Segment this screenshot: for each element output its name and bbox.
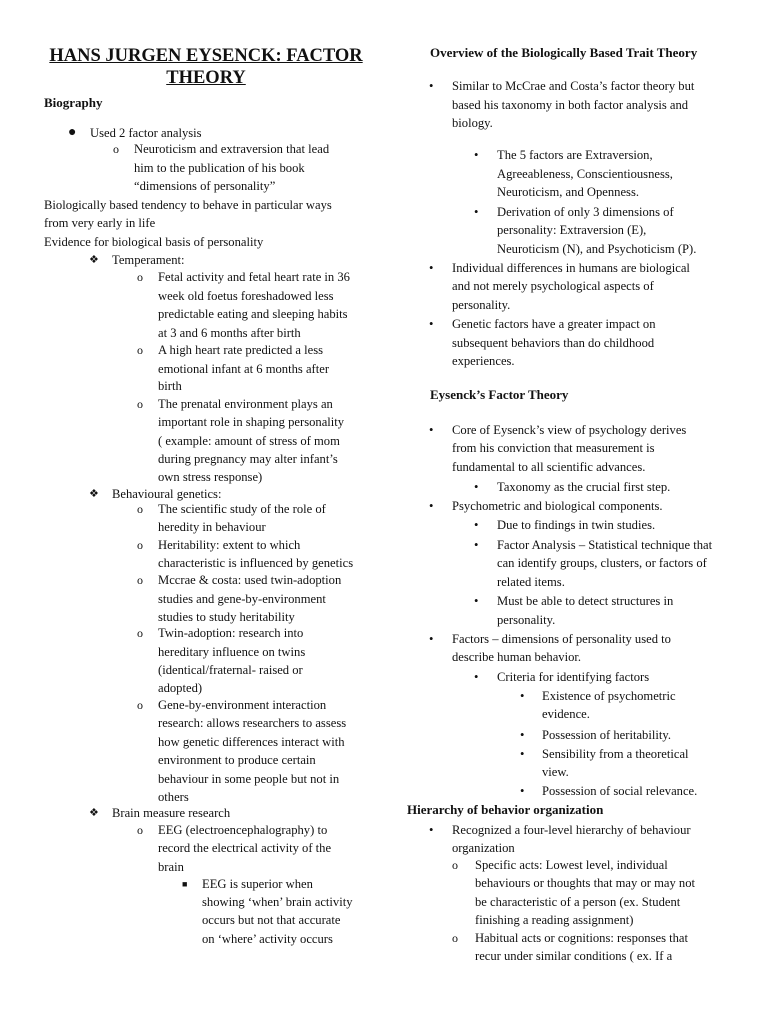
bullet-circle-icon: o xyxy=(137,343,143,357)
text-line: brain xyxy=(158,860,184,874)
text-line: Twin-adoption: research into xyxy=(158,626,304,640)
text-line: birth xyxy=(158,379,182,393)
text-line: Due to findings in twin studies. xyxy=(497,518,656,532)
bullet-dot-icon: • xyxy=(429,823,434,837)
text-line: related items. xyxy=(497,575,565,589)
text-line: others xyxy=(158,790,189,804)
text-line: Possession of social relevance. xyxy=(542,784,698,798)
text-line: recur under similar conditions ( ex. If a xyxy=(475,949,673,963)
text-line: environment to produce certain xyxy=(158,753,316,767)
bullet-circle-icon: o xyxy=(137,502,143,516)
bullet-dot-icon: • xyxy=(429,317,434,331)
bullet-circle-icon: o xyxy=(137,626,143,640)
text-line: A high heart rate predicted a less xyxy=(158,343,324,357)
bullet-circle-icon: o xyxy=(452,931,458,945)
bullet-dot-icon: • xyxy=(429,423,434,437)
text-line: Heritability: extent to which xyxy=(158,538,301,552)
text-line: “dimensions of personality” xyxy=(134,179,276,193)
text-line: be characteristic of a person (ex. Student xyxy=(475,895,681,909)
document-title xyxy=(44,45,368,89)
text-line: organization xyxy=(452,841,515,855)
text-line: fundamental to all scientific advances. xyxy=(452,460,646,474)
bullet-dot-icon: • xyxy=(520,689,525,703)
text-line: personality. xyxy=(497,613,556,627)
factor-theory-heading: Eysenck’s Factor Theory xyxy=(430,387,569,402)
text-line: describe human behavior. xyxy=(452,650,582,664)
bullet-dot-icon: • xyxy=(429,261,434,275)
text-line: characteristic is influenced by genetics xyxy=(158,556,354,570)
text-line: Taxonomy as the crucial first step. xyxy=(497,480,671,494)
text-line: EEG (electroencephalography) to xyxy=(158,823,328,837)
bullet-circle-icon: o xyxy=(137,823,143,837)
title-line-2: THEORY xyxy=(166,68,246,88)
bullet-dot-icon: • xyxy=(429,632,434,646)
text-line: studies and gene-by-environment xyxy=(158,592,326,606)
text-line: during pregnancy may alter infant’s xyxy=(158,452,338,466)
bullet-dot-icon: ● xyxy=(68,125,77,140)
text-line: Core of Eysenck’s view of psychology derives xyxy=(452,423,687,437)
text-line: Sensibility from a theoretical xyxy=(542,747,689,761)
text-line: important role in shaping personality xyxy=(158,415,345,429)
text-line: Must be able to detect structures in xyxy=(497,594,674,608)
text-line: biology. xyxy=(452,116,493,130)
text-line: evidence. xyxy=(542,707,590,721)
text-line: adopted) xyxy=(158,681,203,695)
bullet-circle-icon: o xyxy=(137,698,143,712)
text-line: Genetic factors have a greater impact on xyxy=(452,317,656,331)
bullet-circle-icon: o xyxy=(137,270,143,284)
bullet-diamond-icon: ❖ xyxy=(89,254,99,266)
text-line: ( example: amount of stress of mom xyxy=(158,434,340,448)
text-line: Behavioural genetics: xyxy=(112,487,222,501)
text-line: heredity in behaviour xyxy=(158,520,266,534)
bullet-diamond-icon: ❖ xyxy=(89,807,99,819)
biography-heading: Biography xyxy=(44,95,103,110)
text-line: Psychometric and biological components. xyxy=(452,499,663,513)
text-line: finishing a reading assignment) xyxy=(475,913,634,927)
text-line: Agreeableness, Conscientiousness, xyxy=(497,167,673,181)
text-line: Criteria for identifying factors xyxy=(497,670,650,684)
bullet-circle-icon: o xyxy=(137,397,143,411)
text-line: at 3 and 6 months after birth xyxy=(158,326,301,340)
text-line: The 5 factors are Extraversion, xyxy=(497,148,653,162)
bullet-circle-icon: o xyxy=(113,142,119,156)
text-line: occurs but not that accurate xyxy=(202,913,341,927)
text-line: own stress response) xyxy=(158,470,263,484)
text-line: from very early in life xyxy=(44,216,156,230)
text-line: Biologically based tendency to behave in particular ways xyxy=(44,198,332,212)
text-line: view. xyxy=(542,765,569,779)
overview-heading: Overview of the Biologically Based Trait Theory xyxy=(430,45,698,60)
text-line: showing ‘when’ brain activity xyxy=(202,895,353,909)
bullet-dot-icon: • xyxy=(474,518,479,532)
text-line: week old foetus foreshadowed less xyxy=(158,289,334,303)
text-line: Possession of heritability. xyxy=(542,728,671,742)
text-line: subsequent behaviors than do childhood xyxy=(452,336,655,350)
text-line: Specific acts: Lowest level, individual xyxy=(475,858,668,872)
bullet-dot-icon: • xyxy=(474,670,479,684)
bullet-dot-icon: • xyxy=(429,499,434,513)
title-line-1: HANS JURGEN EYSENCK: FACTOR xyxy=(49,46,363,66)
bullet-dot-icon: • xyxy=(520,784,525,798)
text-line: Evidence for biological basis of personality xyxy=(44,235,264,249)
text-line: Factor Analysis – Statistical technique that xyxy=(497,538,713,552)
bullet-dot-icon: • xyxy=(429,79,434,93)
bullet-dot-icon: • xyxy=(474,205,479,219)
bullet-dot-icon: • xyxy=(474,148,479,162)
text-line: on ‘where’ activity occurs xyxy=(202,932,333,946)
text-line: EEG is superior when xyxy=(202,877,313,891)
text-line: The scientific study of the role of xyxy=(158,502,326,516)
text-line: Habitual acts or cognitions: responses that xyxy=(475,931,688,945)
text-line: how genetic differences interact with xyxy=(158,735,345,749)
text-line: emotional infant at 6 months after xyxy=(158,362,330,376)
text-line: Factors – dimensions of personality used to xyxy=(452,632,671,646)
text-line: predictable eating and sleeping habits xyxy=(158,307,348,321)
bullet-diamond-icon: ❖ xyxy=(89,488,99,500)
bullet-circle-icon: o xyxy=(137,538,143,552)
text-line: Brain measure research xyxy=(112,806,231,820)
text-line: him to the publication of his book xyxy=(134,161,305,175)
text-line: Neuroticism and extraversion that lead xyxy=(134,142,330,156)
text-line: and not merely psychological aspects of xyxy=(452,279,654,293)
text-line: Neuroticism, and Openness. xyxy=(497,185,639,199)
text-line: Derivation of only 3 dimensions of xyxy=(497,205,674,219)
text-line: Used 2 factor analysis xyxy=(90,126,202,140)
text-line: Neuroticism (N), and Psychoticism (P). xyxy=(497,242,697,256)
bullet-dot-icon: • xyxy=(474,538,479,552)
text-line: record the electrical activity of the xyxy=(158,841,332,855)
text-line: Existence of psychometric xyxy=(542,689,676,703)
text-line: behaviours or thoughts that may or may not xyxy=(475,876,696,890)
bullet-dot-icon: • xyxy=(520,728,525,742)
bullet-circle-icon: o xyxy=(452,858,458,872)
text-line: Similar to McCrae and Costa’s factor theory but xyxy=(452,79,695,93)
text-line: personality: Extraversion (E), xyxy=(497,223,647,237)
text-line: studies to study heritability xyxy=(158,610,295,624)
text-line: (identical/fraternal- raised or xyxy=(158,663,303,677)
text-line: from his conviction that measurement is xyxy=(452,441,655,455)
bullet-circle-icon: o xyxy=(137,573,143,587)
bullet-dot-icon: • xyxy=(520,747,525,761)
text-line: research: allows researchers to assess xyxy=(158,716,347,730)
text-line: experiences. xyxy=(452,354,515,368)
text-line: Temperament: xyxy=(112,253,185,267)
text-line: behaviour in some people but not in xyxy=(158,772,340,786)
text-line: based his taxonomy in both factor analysis and xyxy=(452,98,689,112)
text-line: Fetal activity and fetal heart rate in 36 xyxy=(158,270,350,284)
hierarchy-heading: Hierarchy of behavior organization xyxy=(407,802,604,817)
text-line: The prenatal environment plays an xyxy=(158,397,333,411)
bullet-square-icon: ■ xyxy=(182,879,188,889)
bullet-dot-icon: • xyxy=(474,594,479,608)
text-line: Mccrae & costa: used twin-adoption xyxy=(158,573,342,587)
text-line: can identify groups, clusters, or factors of xyxy=(497,556,707,570)
text-line: hereditary influence on twins xyxy=(158,645,306,659)
bullet-dot-icon: • xyxy=(474,480,479,494)
text-line: Gene-by-environment interaction xyxy=(158,698,327,712)
text-line: personality. xyxy=(452,298,511,312)
text-line: Recognized a four-level hierarchy of behaviour xyxy=(452,823,691,837)
text-line: Individual differences in humans are biological xyxy=(452,261,690,275)
